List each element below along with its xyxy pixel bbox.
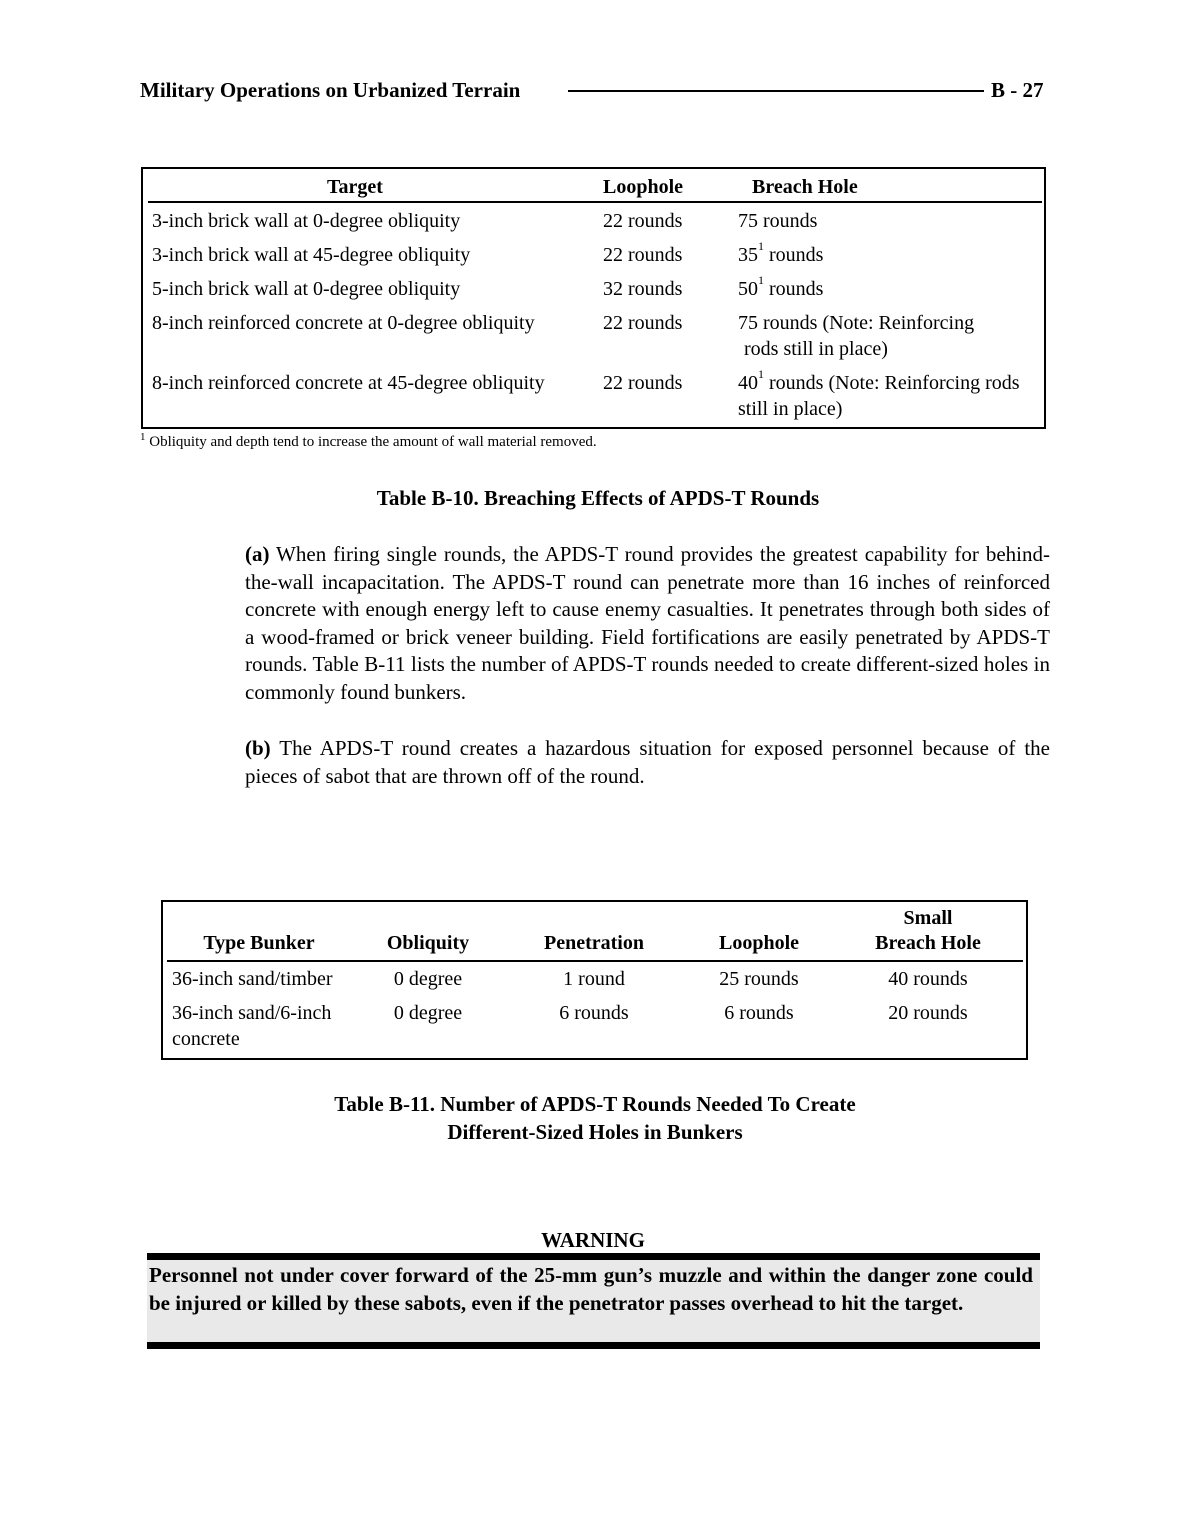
paragraph-b — [245, 735, 1050, 790]
table-b11-header-loophole: Loophole — [718, 932, 800, 954]
table-b10-footnote — [140, 431, 597, 451]
table-b11-cell-type: 36-inch sand/timber — [172, 968, 333, 990]
warning-bottom-bar — [147, 1342, 1040, 1349]
warning-text: Personnel not under cover forward of the 25-mm gun’s muzzle and within the danger zone could be injured or killed by these sabots, even if the penetrator passes overhead to hit the target. — [149, 1263, 1033, 1315]
paragraph-b-label: (b) — [245, 736, 271, 760]
table-b11-cell-obliquity: 0 degree — [393, 1002, 463, 1024]
table-b10-cell-breach — [738, 367, 1020, 396]
table-b10-cell-target: 8-inch reinforced concrete at 0-degree obliquity — [152, 312, 535, 334]
table-b10-header-loophole: Loophole — [603, 176, 684, 198]
table-b11-header-penetration: Penetration — [544, 932, 644, 954]
table-b10-cell-breach — [738, 273, 824, 302]
table-b11-cell-loophole: 6 rounds — [724, 1002, 794, 1024]
breach-value: 50 — [738, 278, 758, 300]
footnote-mark: 1 — [140, 431, 146, 443]
table-b11-cell-penetration: 6 rounds — [559, 1002, 629, 1024]
breach-rest: rounds — [758, 210, 818, 232]
paragraph-a-text: When firing single rounds, the APDS-T round provides the greatest capability for behind-the-wall incapacitation. The APDS-T round can penetrate more than 16 inches of reinforced concrete with enough energy left to cause enemy casualties. It penetrates through both sides of a wood-framed or brick veneer building. Field fortifications are easily penetrated by APDS-T rounds. Table B-11 lists the number of APDS-T rounds needed to create different-sized holes in commonly found bunkers. — [245, 542, 1050, 704]
table-b10-cell-target: 3-inch brick wall at 45-degree obliquity — [152, 244, 471, 266]
table-b10-cell-breach-cont: still in place) — [738, 398, 843, 420]
table-b10-cell-loophole: 22 rounds — [603, 244, 683, 266]
table-b10-cell-loophole: 22 rounds — [603, 312, 683, 334]
breach-value: 35 — [738, 244, 758, 266]
table-b10-caption: Table B-10. Breaching Effects of APDS-T Rounds — [376, 486, 820, 510]
breach-rest: rounds (Note: Reinforcing rods — [764, 372, 1020, 394]
paragraph-b-text: The APDS-T round creates a hazardous situation for exposed personnel because of the pieces of sabot that are thrown off of the round. — [245, 736, 1050, 788]
table-b11-cell-type-cont: concrete — [172, 1028, 240, 1050]
breach-rest: rounds — [764, 244, 824, 266]
table-b11-header-breach-hole: Breach Hole — [875, 932, 981, 954]
breach-value: 40 — [738, 372, 758, 394]
footnote-text: Obliquity and depth tend to increase the amount of wall material removed. — [149, 434, 597, 450]
table-b10-cell-loophole: 22 rounds — [603, 372, 683, 394]
table-b10-cell-breach — [738, 239, 824, 268]
paragraph-a-label: (a) — [245, 542, 270, 566]
table-b11-header-small: Small — [903, 907, 953, 929]
table-b11-caption — [0, 1090, 1190, 1146]
table-b10-cell-breach-cont: rods still in place) — [744, 338, 888, 360]
header-rule — [568, 90, 984, 92]
table-b10-cell-breach — [738, 208, 817, 234]
table-b11-cell-small-breach: 20 rounds — [888, 1002, 968, 1024]
breach-value: 75 — [738, 210, 758, 232]
table-b11-cell-small-breach: 40 rounds — [888, 968, 968, 990]
table-b11-cell-type: 36-inch sand/6-inch — [172, 1002, 332, 1024]
table-b10-cell-breach — [738, 310, 974, 336]
breach-value: 75 — [738, 312, 758, 334]
table-b10-cell-loophole: 32 rounds — [603, 278, 683, 300]
paragraph-a — [245, 541, 1050, 706]
table-b11-header-rule — [167, 960, 1023, 962]
table-b10-cell-target: 3-inch brick wall at 0-degree obliquity — [152, 210, 461, 232]
breach-rest: rounds — [764, 278, 824, 300]
table-b11-caption-line2: Different-Sized Holes in Bunkers — [447, 1120, 743, 1144]
footnote-ref: 1 — [758, 239, 764, 253]
table-b10-header-rule — [148, 201, 1042, 203]
breach-rest: rounds (Note: Reinforcing — [758, 312, 975, 334]
footnote-ref: 1 — [758, 367, 764, 381]
footnote-ref: 1 — [758, 273, 764, 287]
page-number: B - 27 — [991, 78, 1044, 102]
table-b11-header-obliquity: Obliquity — [386, 932, 470, 954]
table-b10-cell-loophole: 22 rounds — [603, 210, 683, 232]
table-b11-cell-penetration: 1 round — [563, 968, 625, 990]
table-b11-header-type-bunker: Type Bunker — [203, 932, 315, 954]
table-b10-header-breach-hole: Breach Hole — [752, 176, 858, 198]
warning-title: WARNING — [541, 1228, 645, 1252]
table-b11-caption-line1: Table B-11. Number of APDS-T Rounds Needed To Create — [334, 1092, 856, 1116]
table-b10-cell-target: 8-inch reinforced concrete at 45-degree obliquity — [152, 372, 545, 394]
running-header-title: Military Operations on Urbanized Terrain — [140, 78, 521, 102]
table-b10-cell-target: 5-inch brick wall at 0-degree obliquity — [152, 278, 461, 300]
table-b10-header-target: Target — [327, 176, 383, 198]
table-b11-cell-loophole: 25 rounds — [719, 968, 799, 990]
table-b11-cell-obliquity: 0 degree — [393, 968, 463, 990]
warning-top-bar — [147, 1253, 1040, 1260]
